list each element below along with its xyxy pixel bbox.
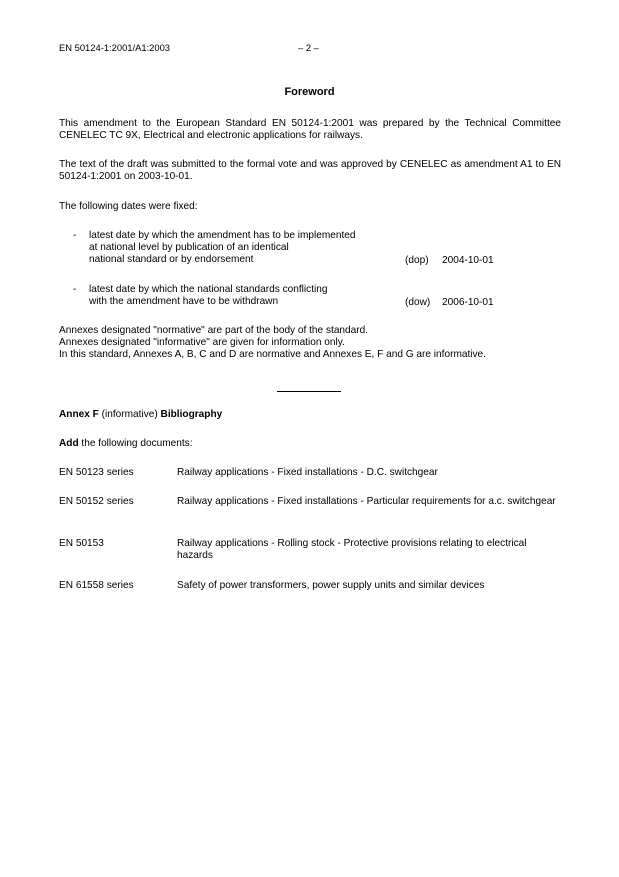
date-item-text: latest date by which the amendment has to be implemented at national level by publication of an identical national standard or by endorsement xyxy=(89,230,356,265)
date-item-code: (dow) xyxy=(405,297,431,308)
add-keyword: Add xyxy=(59,438,79,449)
header-document-id: EN 50124-1:2001/A1:2003 xyxy=(59,42,171,53)
reference-title: Safety of power transformers, power supply units and similar devices xyxy=(177,580,485,591)
date-item-text: latest date by which the national standards conflicting with the amendment have to be withdrawn xyxy=(89,284,328,307)
annex-qualifier: (informative) xyxy=(98,409,161,420)
header-page-number: – 2 – xyxy=(298,42,319,53)
list-dash: - xyxy=(73,230,77,241)
reference-title: Railway applications - Fixed installations - D.C. switchgear xyxy=(177,467,438,478)
reference-code: EN 50153 xyxy=(59,538,104,549)
reference-code: EN 50152 series xyxy=(59,496,134,507)
date-item-value: 2006-10-01 xyxy=(442,297,494,308)
reference-title: Railway applications - Rolling stock - Protective provisions relating to electrical hazards xyxy=(177,538,527,561)
list-dash: - xyxy=(73,284,77,295)
annex-heading xyxy=(59,409,222,421)
add-rest: the following documents: xyxy=(78,438,193,449)
section-divider xyxy=(277,391,341,392)
date-item-code: (dop) xyxy=(405,255,429,266)
foreword-paragraph-2: The text of the draft was submitted to the formal vote and was approved by CENELEC as amendment A1 to EN 50124-1:2001 on 2003-10-01. xyxy=(59,159,561,182)
annex-title: Bibliography xyxy=(160,409,223,420)
reference-code: EN 50123 series xyxy=(59,467,134,478)
foreword-paragraph-3: The following dates were fixed: xyxy=(59,201,198,212)
reference-title: Railway applications - Fixed installations - Particular requirements for a.c. switchgear xyxy=(177,496,556,507)
reference-code: EN 61558 series xyxy=(59,580,134,591)
annex-designation-notes: Annexes designated "normative" are part of the body of the standard. Annexes designated "informative" are given for information only. In this standard, Annexes A, B, C and D are normative and Annexes E, F and G are informative. xyxy=(59,325,486,360)
add-instruction xyxy=(59,438,193,450)
foreword-title: Foreword xyxy=(284,86,335,98)
foreword-paragraph-1: This amendment to the European Standard EN 50124-1:2001 was prepared by the Technical Committee CENELEC TC 9X, Electrical and electronic applications for railways. xyxy=(59,118,561,141)
annex-label: Annex F xyxy=(59,409,99,420)
date-item-value: 2004-10-01 xyxy=(442,255,494,266)
